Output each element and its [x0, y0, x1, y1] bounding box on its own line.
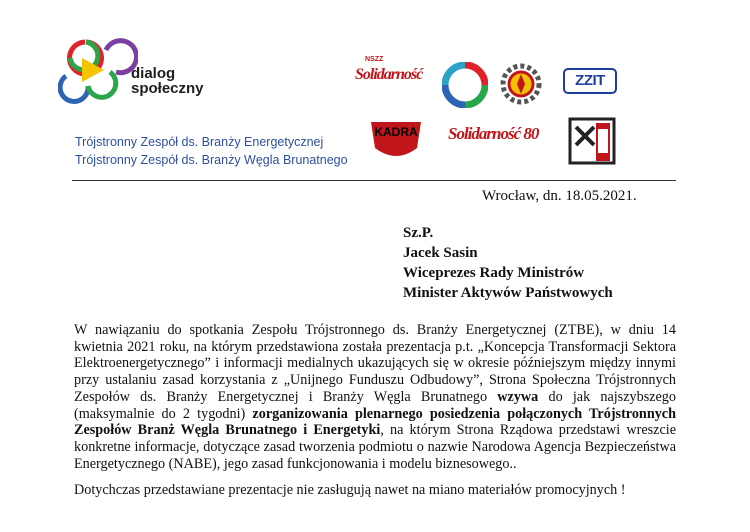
dialog-logo-icon	[58, 36, 138, 106]
para1-part-b: wzywa	[497, 388, 539, 405]
zzit-logo	[563, 68, 617, 94]
paragraph-2: Dotychczas przedstawiane prezentacje nie zasługują nawet na miano materiałów promocyjnych !	[74, 482, 626, 499]
dialog-logo-text	[131, 66, 204, 96]
logo-word-spoleczny: społeczny	[131, 80, 204, 97]
nszz-label: NSZZ	[365, 56, 384, 63]
org-line-energy: Trójstronny Zespół ds. Branży Energetycznej	[75, 135, 324, 149]
zzit-text: ZZIT	[563, 68, 617, 94]
salutation: Sz.P.	[403, 225, 434, 241]
header-divider	[72, 180, 676, 181]
addressee-role-1: Wiceprezes Rady Ministrów	[403, 265, 585, 281]
letter-body	[74, 322, 676, 499]
letter-date: Wrocław, dn. 18.05.2021.	[482, 188, 637, 204]
gear-logo-icon	[499, 62, 543, 106]
ring-logo-icon	[442, 62, 488, 108]
kadra-text: KADRA	[374, 125, 418, 139]
org-line-lignite: Trójstronny Zespół ds. Branży Węgla Brunatnego	[75, 153, 348, 167]
solidarnosc-logo	[355, 56, 427, 100]
para1-part-d: zorganizowania plenarnego posiedzenia połączonych Trójstronnych Zespołów Branż Węgla Brunatnego i Energetyki	[74, 405, 676, 439]
para1-part-e: , na którym Strona Rządowa przedstawi wreszcie konkretne informacje, dotyczące zasad tworzenia podmiotu o nazwie Narodowa Agencja Bezpieczeństwa Energetycznego (NABE), jego zasad funkcjonowania i modelu biznesowego..	[74, 422, 676, 472]
solidarnosc-80-word: Solidarność 80	[448, 124, 539, 143]
organization-lines	[75, 133, 348, 169]
logo-word-dialog: dialog	[131, 65, 176, 82]
addressee-role-2: Minister Aktywów Państwowych	[403, 285, 613, 301]
para1-part-a: W nawiązaniu do spotkania Zespołu Trójstronnego ds. Branży Energetycznej (ZTBE), w dniu 14 kwietnia 2021 roku, na którym przedstawiona została prezentacja p.t. „Koncepcja Transformacji Sektora Elektroenergetycznego” i informacji medialnych ukazujących się w okresie późniejszym między innymi przy ustalaniu zasad korzystania z „Unijnego Funduszu Odbudowy”, Strona Społeczna Trójstronnych Zespołów ds. Branży Energetycznej i Branży Węgla Brunatnego	[74, 322, 676, 405]
solidarnosc-80-logo	[448, 124, 548, 156]
paragraph-1	[74, 322, 676, 472]
addressee-block	[403, 223, 613, 303]
para1-part-c: do jak najszybszego (maksymalnie do 2 tygodni)	[74, 388, 676, 422]
dialog-spoleczny-logo	[58, 36, 208, 106]
solidarnosc-word: Solidarność	[355, 66, 423, 83]
miner-hammers-icon	[566, 115, 618, 167]
kadra-logo	[367, 118, 425, 162]
addressee-name: Jacek Sasin	[403, 245, 478, 261]
